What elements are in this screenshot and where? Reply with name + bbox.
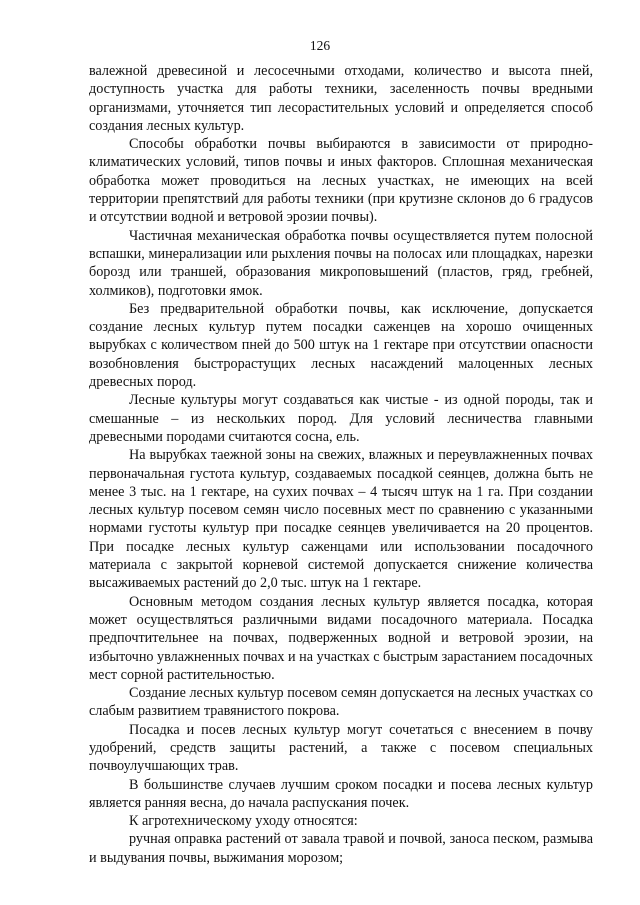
page-number: 126 <box>309 38 331 53</box>
paragraph: На вырубках таежной зоны на свежих, влажных и переувлажненных почвах первоначальная густота культур, создаваемых посадкой сеянцев, должна быть не менее 3 тыс. на 1 гектаре, на сухих почвах – 4 тысяч штук на 1 га. При создании лесных культур посевом семян число посевных мест по сравнению с указанными нормами густоты культур при посадке сеянцев увеличивается на 20 процентов. При посадке лесных культур саженцами или использовании посадочного материала с закрытой корневой системой допускается снижение количества высаживаемых растений до 2,0 тыс. штук на 1 гектаре. <box>89 447 593 592</box>
paragraph: Основным методом создания лесных культур является посадка, которая может осуществляться различными видами посадочного материала. Посадка предпочтительнее на почвах, подверженных водной и ветровой эрозии, на избыточно увлажненных почвах и на участках с быстрым зарастанием посадочных мест сорной растительностью. <box>89 593 593 683</box>
paragraph: Посадка и посев лесных культур могут сочетаться с внесением в почву удобрений, средств защиты растений, а также с посевом специальных почвоулучшающих трав. <box>89 721 593 775</box>
paragraph: валежной древесиной и лесосечными отходами, количество и высота пней, доступность участка для работы техники, заселенность почвы вредными организмами, уточняется тип лесорастительных условий и определяется способ создания лесных культур. <box>89 63 593 134</box>
paragraph: В большинстве случаев лучшим сроком посадки и посева лесных культур является ранняя весна, до начала распускания почек. <box>89 776 593 811</box>
paragraph: Без предварительной обработки почвы, как исключение, допускается создание лесных культур путем посадки саженцев на хорошо очищенных вырубках с количеством пней до 500 штук на 1 гектаре при отсутствии опасности возобновления быстрорастущих лесных насаждений малоценных лесных древесных пород. <box>89 300 593 391</box>
body-text <box>89 62 593 867</box>
paragraph: К агротехническому уходу относятся: <box>129 813 358 830</box>
paragraph: Способы обработки почвы выбираются в зависимости от природно-климатических условий, типов почвы и иных факторов. Сплошная механическая обработка может проводиться на лесных участках, не имеющих на всей территории препятствий для работы техники (при крутизне склонов до 6 градусов и отсутствии водной и ветровой эрозии почвы). <box>89 136 593 226</box>
paragraph: Лесные культуры могут создаваться как чистые - из одной породы, так и смешанные – из нескольких пород. Для условий лесничества главными древесными породами считаются сосна, ель. <box>89 392 593 445</box>
paragraph: ручная оправка растений от завала травой и почвой, заноса песком, размыва и выдувания почвы, выжимания морозом; <box>89 831 593 866</box>
paragraph: Создание лесных культур посевом семян допускается на лесных участках со слабым развитием травянистого покрова. <box>89 685 593 720</box>
paragraph: Частичная механическая обработка почвы осуществляется путем полосной вспашки, минерализации или рыхления почвы на полосах или площадках, нарезки борозд или траншей, образования микроповышений (пластов, гряд, гребней, холмиков), подготовки ямок. <box>89 227 593 299</box>
